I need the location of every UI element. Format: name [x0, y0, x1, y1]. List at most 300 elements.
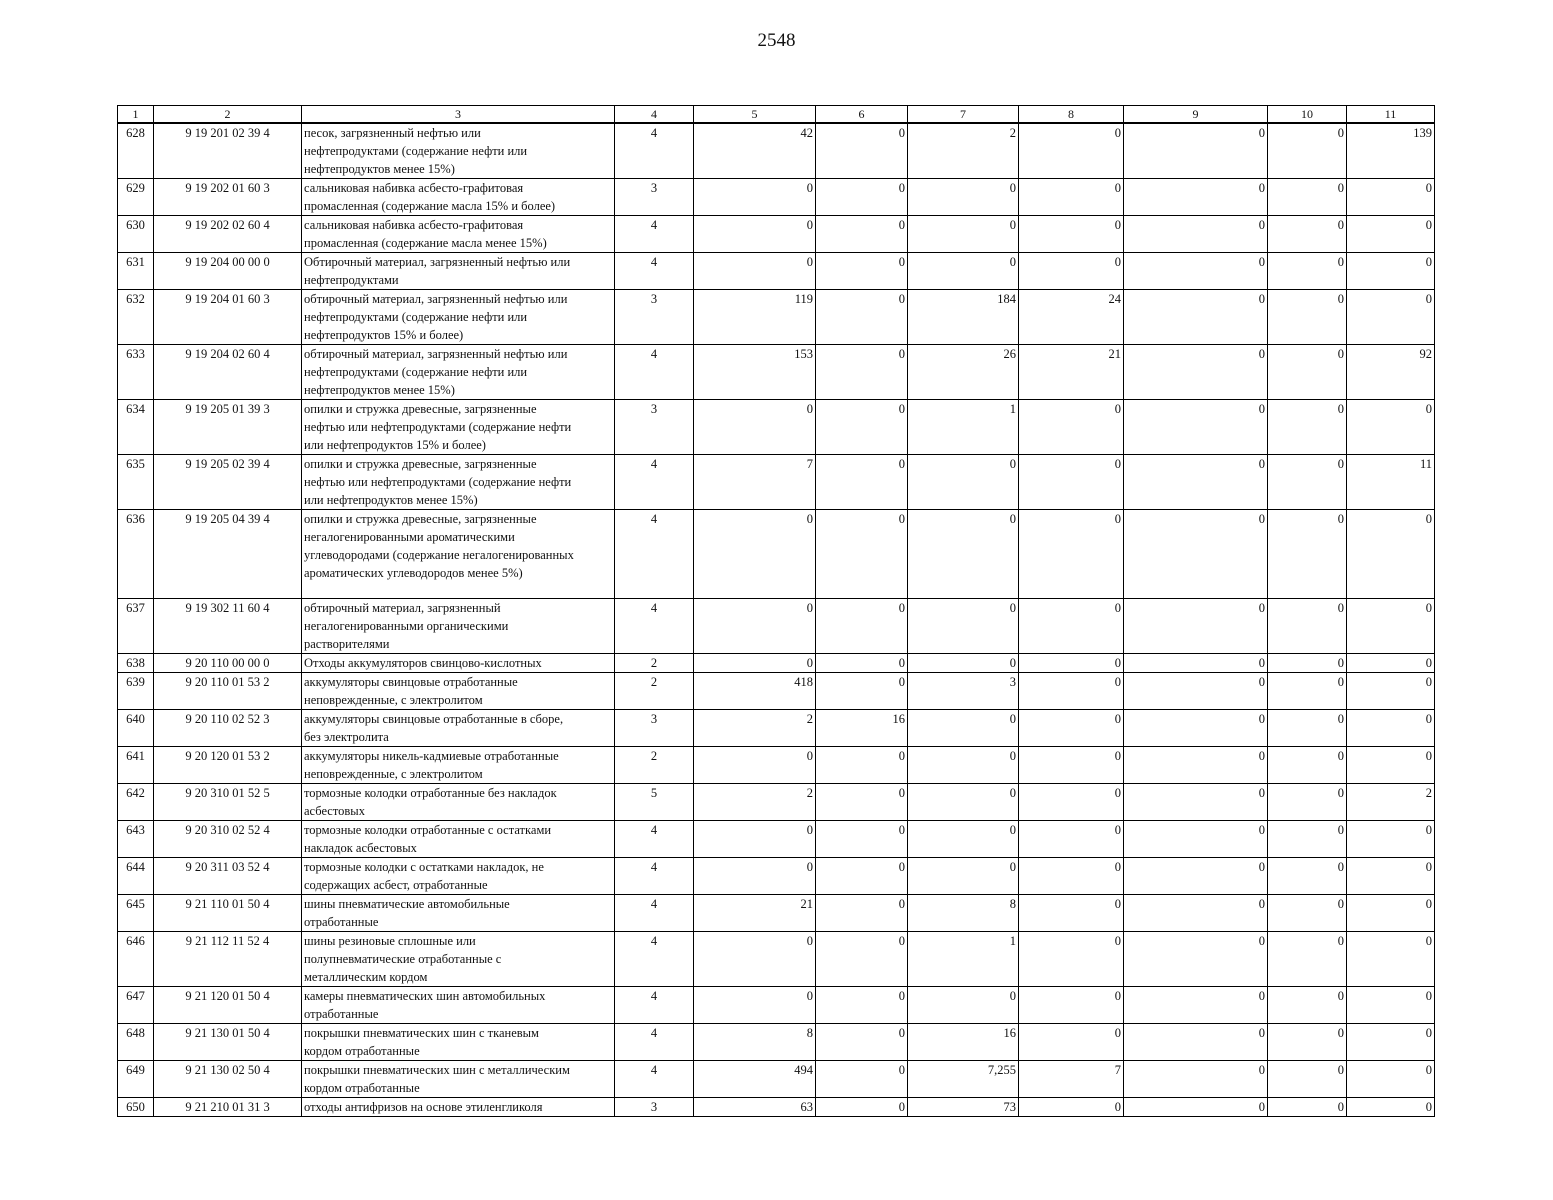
table-row: [118, 710, 1435, 747]
value-cell-col-6: 0: [816, 123, 908, 179]
waste-name-line: нефтепродуктами: [304, 273, 399, 287]
value-cell-col-5: 119: [694, 290, 816, 345]
value-cell-col-5: 0: [694, 654, 816, 673]
row-number-cell: 641: [118, 747, 154, 784]
value-cell-col-11: 0: [1347, 1098, 1435, 1117]
value-cell-col-7: 0: [908, 510, 1019, 599]
value-cell-col-10: 0: [1268, 179, 1347, 216]
waste-name-line: шины резиновые сплошные или: [304, 934, 476, 948]
value-cell-col-8: 0: [1019, 510, 1124, 599]
waste-name-cell: [302, 345, 615, 400]
value-cell-col-6: 0: [816, 290, 908, 345]
value-cell-col-5: 0: [694, 510, 816, 599]
table-row: [118, 510, 1435, 599]
value-cell-col-10: 0: [1268, 1098, 1347, 1117]
waste-name-line: аккумуляторы свинцовые отработанные в сборе,: [304, 712, 564, 726]
waste-name-line: шины пневматические автомобильные: [304, 897, 510, 911]
row-number-cell: 637: [118, 599, 154, 654]
value-cell-col-8: 0: [1019, 400, 1124, 455]
table-row: [118, 784, 1435, 821]
hazard-class-cell: 2: [615, 654, 694, 673]
row-number-cell: 644: [118, 858, 154, 895]
value-cell-col-8: 0: [1019, 784, 1124, 821]
waste-name-line: опилки и стружка древесные, загрязненные: [304, 512, 537, 526]
value-cell-col-11: 0: [1347, 510, 1435, 599]
row-number-cell: 642: [118, 784, 154, 821]
column-header-6: 6: [816, 106, 908, 124]
table-row: [118, 345, 1435, 400]
value-cell-col-5: 0: [694, 253, 816, 290]
waste-name-line: без электролита: [304, 730, 389, 744]
waste-name-line: аккумуляторы никель-кадмиевые отработанные: [304, 749, 559, 763]
value-cell-col-7: 0: [908, 179, 1019, 216]
waste-name-line: сальниковая набивка асбесто-графитовая: [304, 181, 524, 195]
value-cell-col-5: 63: [694, 1098, 816, 1117]
waste-name-line: нефтью или нефтепродуктами (содержание нефти: [304, 475, 572, 489]
waste-name-line: песок, загрязненный нефтью или: [304, 126, 481, 140]
hazard-class-cell: 4: [615, 253, 694, 290]
waste-code-cell: 9 21 210 01 31 3: [154, 1098, 302, 1117]
waste-name-line: сальниковая набивка асбесто-графитовая: [304, 218, 524, 232]
waste-name-line: неповрежденные, с электролитом: [304, 767, 483, 781]
value-cell-col-10: 0: [1268, 1061, 1347, 1098]
column-header-8: 8: [1019, 106, 1124, 124]
value-cell-col-8: 24: [1019, 290, 1124, 345]
value-cell-col-7: 0: [908, 455, 1019, 510]
waste-code-cell: 9 19 205 01 39 3: [154, 400, 302, 455]
waste-name-line: кордом отработанные: [304, 1044, 420, 1058]
waste-name-cell: [302, 179, 615, 216]
waste-name-cell: [302, 654, 615, 673]
value-cell-col-11: 0: [1347, 673, 1435, 710]
table-row: [118, 987, 1435, 1024]
value-cell-col-9: 0: [1124, 932, 1268, 987]
waste-name-line: тормозные колодки с остатками накладок, не: [304, 860, 544, 874]
value-cell-col-10: 0: [1268, 345, 1347, 400]
hazard-class-cell: 4: [615, 858, 694, 895]
value-cell-col-9: 0: [1124, 821, 1268, 858]
waste-name-line: негалогенированными ароматическими: [304, 530, 515, 544]
value-cell-col-8: 0: [1019, 1098, 1124, 1117]
value-cell-col-6: 0: [816, 1024, 908, 1061]
hazard-class-cell: 4: [615, 455, 694, 510]
value-cell-col-8: 0: [1019, 932, 1124, 987]
column-header-5: 5: [694, 106, 816, 124]
value-cell-col-8: 0: [1019, 710, 1124, 747]
value-cell-col-7: 26: [908, 345, 1019, 400]
value-cell-col-5: 0: [694, 747, 816, 784]
waste-name-cell: [302, 123, 615, 179]
row-number-cell: 628: [118, 123, 154, 179]
hazard-class-cell: 5: [615, 784, 694, 821]
column-header-10: 10: [1268, 106, 1347, 124]
table-row: [118, 1061, 1435, 1098]
value-cell-col-5: 42: [694, 123, 816, 179]
value-cell-col-5: 7: [694, 455, 816, 510]
table-row: [118, 400, 1435, 455]
waste-code-cell: 9 20 311 03 52 4: [154, 858, 302, 895]
value-cell-col-8: 0: [1019, 654, 1124, 673]
waste-code-cell: 9 21 130 02 50 4: [154, 1061, 302, 1098]
table-row: [118, 253, 1435, 290]
value-cell-col-11: 11: [1347, 455, 1435, 510]
waste-name-line: опилки и стружка древесные, загрязненные: [304, 402, 537, 416]
value-cell-col-5: 0: [694, 179, 816, 216]
value-cell-col-10: 0: [1268, 821, 1347, 858]
hazard-class-cell: 4: [615, 599, 694, 654]
hazard-class-cell: 2: [615, 747, 694, 784]
waste-name-line: камеры пневматических шин автомобильных: [304, 989, 546, 1003]
value-cell-col-6: 0: [816, 400, 908, 455]
column-header-11: 11: [1347, 106, 1435, 124]
hazard-class-cell: 4: [615, 1024, 694, 1061]
value-cell-col-10: 0: [1268, 654, 1347, 673]
waste-name-cell: [302, 599, 615, 654]
waste-name-line: или нефтепродуктов 15% и более): [304, 438, 486, 452]
value-cell-col-11: 0: [1347, 987, 1435, 1024]
waste-name-cell: [302, 710, 615, 747]
value-cell-col-6: 0: [816, 510, 908, 599]
waste-name-line: нефтепродуктов менее 15%): [304, 383, 455, 397]
value-cell-col-6: 0: [816, 895, 908, 932]
table-row: [118, 932, 1435, 987]
waste-name-line: полупневматические отработанные с: [304, 952, 502, 966]
waste-name-line: нефтепродуктами (содержание нефти или: [304, 365, 528, 379]
value-cell-col-10: 0: [1268, 400, 1347, 455]
value-cell-col-7: 73: [908, 1098, 1019, 1117]
waste-statistics-table: [117, 105, 1435, 1117]
waste-name-line: кордом отработанные: [304, 1081, 420, 1095]
value-cell-col-9: 0: [1124, 858, 1268, 895]
value-cell-col-7: 0: [908, 747, 1019, 784]
waste-code-cell: 9 21 110 01 50 4: [154, 895, 302, 932]
hazard-class-cell: 4: [615, 987, 694, 1024]
value-cell-col-8: 0: [1019, 987, 1124, 1024]
value-cell-col-11: 0: [1347, 216, 1435, 253]
waste-name-cell: [302, 1061, 615, 1098]
value-cell-col-6: 0: [816, 858, 908, 895]
value-cell-col-9: 0: [1124, 1061, 1268, 1098]
value-cell-col-5: 0: [694, 400, 816, 455]
value-cell-col-6: 0: [816, 599, 908, 654]
value-cell-col-9: 0: [1124, 400, 1268, 455]
value-cell-col-9: 0: [1124, 1024, 1268, 1061]
value-cell-col-5: 21: [694, 895, 816, 932]
hazard-class-cell: 4: [615, 123, 694, 179]
waste-code-cell: 9 21 120 01 50 4: [154, 987, 302, 1024]
waste-name-line: покрышки пневматических шин с металлическим: [304, 1063, 570, 1077]
table-row: [118, 747, 1435, 784]
waste-code-cell: 9 19 202 01 60 3: [154, 179, 302, 216]
value-cell-col-11: 0: [1347, 654, 1435, 673]
value-cell-col-7: 184: [908, 290, 1019, 345]
row-number-cell: 632: [118, 290, 154, 345]
waste-name-line: обтирочный материал, загрязненный нефтью или: [304, 347, 568, 361]
value-cell-col-9: 0: [1124, 784, 1268, 821]
waste-name-line: нефтепродуктами (содержание нефти или: [304, 310, 528, 324]
row-number-cell: 647: [118, 987, 154, 1024]
waste-name-line: металлическим кордом: [304, 970, 428, 984]
value-cell-col-11: 0: [1347, 400, 1435, 455]
waste-name-line: отработанные: [304, 1007, 379, 1021]
table-row: [118, 858, 1435, 895]
value-cell-col-5: 8: [694, 1024, 816, 1061]
waste-name-line: нефтепродуктов 15% и более): [304, 328, 464, 342]
hazard-class-cell: 3: [615, 179, 694, 216]
value-cell-col-6: 0: [816, 216, 908, 253]
waste-name-line: ароматических углеводородов менее 5%): [304, 566, 523, 580]
waste-name-line: асбестовых: [304, 804, 365, 818]
value-cell-col-11: 0: [1347, 821, 1435, 858]
value-cell-col-9: 0: [1124, 179, 1268, 216]
waste-name-cell: [302, 455, 615, 510]
table-row: [118, 1024, 1435, 1061]
table-row: [118, 821, 1435, 858]
row-number-cell: 640: [118, 710, 154, 747]
waste-name-line: Отходы аккумуляторов свинцово-кислотных: [304, 656, 542, 670]
waste-name-line: растворителями: [304, 637, 390, 651]
row-number-cell: 649: [118, 1061, 154, 1098]
value-cell-col-8: 21: [1019, 345, 1124, 400]
value-cell-col-8: 7: [1019, 1061, 1124, 1098]
value-cell-col-5: 0: [694, 987, 816, 1024]
value-cell-col-8: 0: [1019, 253, 1124, 290]
table-row: [118, 290, 1435, 345]
value-cell-col-5: 2: [694, 784, 816, 821]
waste-code-cell: 9 19 205 04 39 4: [154, 510, 302, 599]
waste-name-cell: [302, 510, 615, 599]
value-cell-col-10: 0: [1268, 216, 1347, 253]
hazard-class-cell: 4: [615, 932, 694, 987]
value-cell-col-10: 0: [1268, 1024, 1347, 1061]
value-cell-col-5: 418: [694, 673, 816, 710]
table-row: [118, 654, 1435, 673]
row-number-cell: 639: [118, 673, 154, 710]
waste-code-cell: 9 19 201 02 39 4: [154, 123, 302, 179]
value-cell-col-10: 0: [1268, 455, 1347, 510]
value-cell-col-8: 0: [1019, 123, 1124, 179]
value-cell-col-8: 0: [1019, 747, 1124, 784]
waste-name-line: обтирочный материал, загрязненный: [304, 601, 501, 615]
value-cell-col-11: 0: [1347, 1061, 1435, 1098]
value-cell-col-11: 139: [1347, 123, 1435, 179]
waste-code-cell: 9 19 204 01 60 3: [154, 290, 302, 345]
value-cell-col-5: 2: [694, 710, 816, 747]
waste-name-cell: [302, 987, 615, 1024]
value-cell-col-10: 0: [1268, 673, 1347, 710]
value-cell-col-6: 0: [816, 345, 908, 400]
value-cell-col-8: 0: [1019, 599, 1124, 654]
column-header-4: 4: [615, 106, 694, 124]
waste-name-line: обтирочный материал, загрязненный нефтью или: [304, 292, 568, 306]
row-number-cell: 648: [118, 1024, 154, 1061]
waste-name-line: содержащих асбест, отработанные: [304, 878, 488, 892]
hazard-class-cell: 4: [615, 1061, 694, 1098]
value-cell-col-6: 0: [816, 821, 908, 858]
value-cell-col-6: 0: [816, 1098, 908, 1117]
hazard-class-cell: 4: [615, 216, 694, 253]
waste-code-cell: 9 19 204 00 00 0: [154, 253, 302, 290]
waste-name-cell: [302, 784, 615, 821]
value-cell-col-10: 0: [1268, 599, 1347, 654]
value-cell-col-10: 0: [1268, 895, 1347, 932]
hazard-class-cell: 3: [615, 1098, 694, 1117]
row-number-cell: 650: [118, 1098, 154, 1117]
value-cell-col-9: 0: [1124, 510, 1268, 599]
column-header-2: 2: [154, 106, 302, 124]
value-cell-col-7: 0: [908, 821, 1019, 858]
waste-name-cell: [302, 1098, 615, 1117]
value-cell-col-6: 0: [816, 1061, 908, 1098]
waste-name-cell: [302, 895, 615, 932]
hazard-class-cell: 3: [615, 400, 694, 455]
value-cell-col-7: 0: [908, 710, 1019, 747]
value-cell-col-7: 16: [908, 1024, 1019, 1061]
value-cell-col-5: 153: [694, 345, 816, 400]
value-cell-col-7: 0: [908, 253, 1019, 290]
value-cell-col-9: 0: [1124, 216, 1268, 253]
value-cell-col-9: 0: [1124, 599, 1268, 654]
value-cell-col-7: 0: [908, 654, 1019, 673]
waste-name-line: тормозные колодки отработанные с остатками: [304, 823, 552, 837]
waste-name-line: покрышки пневматических шин с тканевым: [304, 1026, 539, 1040]
value-cell-col-10: 0: [1268, 253, 1347, 290]
waste-name-line: нефтепродуктами (содержание нефти или: [304, 144, 528, 158]
value-cell-col-6: 0: [816, 253, 908, 290]
value-cell-col-10: 0: [1268, 987, 1347, 1024]
table-row: [118, 1098, 1435, 1117]
value-cell-col-9: 0: [1124, 290, 1268, 345]
value-cell-col-8: 0: [1019, 455, 1124, 510]
value-cell-col-7: 8: [908, 895, 1019, 932]
waste-name-line: отработанные: [304, 915, 379, 929]
waste-name-line: неповрежденные, с электролитом: [304, 693, 483, 707]
value-cell-col-7: 7,255: [908, 1061, 1019, 1098]
value-cell-col-11: 0: [1347, 932, 1435, 987]
value-cell-col-11: 0: [1347, 747, 1435, 784]
waste-code-cell: 9 20 110 01 53 2: [154, 673, 302, 710]
value-cell-col-9: 0: [1124, 1098, 1268, 1117]
value-cell-col-10: 0: [1268, 710, 1347, 747]
value-cell-col-11: 2: [1347, 784, 1435, 821]
waste-name-cell: [302, 1024, 615, 1061]
hazard-class-cell: 4: [615, 345, 694, 400]
waste-name-line: или нефтепродуктов менее 15%): [304, 493, 478, 507]
waste-code-cell: 9 20 110 02 52 3: [154, 710, 302, 747]
column-header-1: 1: [118, 106, 154, 124]
value-cell-col-10: 0: [1268, 747, 1347, 784]
page-number: 2548: [757, 30, 796, 51]
value-cell-col-11: 0: [1347, 895, 1435, 932]
value-cell-col-10: 0: [1268, 932, 1347, 987]
value-cell-col-10: 0: [1268, 784, 1347, 821]
value-cell-col-11: 92: [1347, 345, 1435, 400]
row-number-cell: 636: [118, 510, 154, 599]
value-cell-col-11: 0: [1347, 599, 1435, 654]
column-header-9: 9: [1124, 106, 1268, 124]
value-cell-col-5: 0: [694, 821, 816, 858]
value-cell-col-9: 0: [1124, 455, 1268, 510]
waste-code-cell: 9 19 205 02 39 4: [154, 455, 302, 510]
waste-code-cell: 9 20 120 01 53 2: [154, 747, 302, 784]
waste-code-cell: 9 21 130 01 50 4: [154, 1024, 302, 1061]
waste-name-line: отходы антифризов на основе этиленгликоля: [304, 1100, 543, 1114]
waste-name-cell: [302, 216, 615, 253]
waste-code-cell: 9 19 204 02 60 4: [154, 345, 302, 400]
waste-name-cell: [302, 400, 615, 455]
value-cell-col-7: 0: [908, 216, 1019, 253]
value-cell-col-8: 0: [1019, 1024, 1124, 1061]
row-number-cell: 643: [118, 821, 154, 858]
waste-code-cell: 9 20 310 01 52 5: [154, 784, 302, 821]
value-cell-col-11: 0: [1347, 253, 1435, 290]
table-header-row: [118, 106, 1435, 124]
value-cell-col-9: 0: [1124, 123, 1268, 179]
value-cell-col-5: 0: [694, 858, 816, 895]
value-cell-col-7: 0: [908, 784, 1019, 821]
value-cell-col-9: 0: [1124, 747, 1268, 784]
waste-code-cell: 9 21 112 11 52 4: [154, 932, 302, 987]
waste-code-cell: 9 20 310 02 52 4: [154, 821, 302, 858]
value-cell-col-10: 0: [1268, 510, 1347, 599]
waste-name-cell: [302, 290, 615, 345]
row-number-cell: 630: [118, 216, 154, 253]
table-row: [118, 455, 1435, 510]
value-cell-col-11: 0: [1347, 710, 1435, 747]
table-row: [118, 895, 1435, 932]
waste-name-cell: [302, 858, 615, 895]
hazard-class-cell: 3: [615, 710, 694, 747]
table-row: [118, 179, 1435, 216]
value-cell-col-7: 3: [908, 673, 1019, 710]
waste-name-cell: [302, 821, 615, 858]
column-header-3: 3: [302, 106, 615, 124]
value-cell-col-6: 16: [816, 710, 908, 747]
value-cell-col-11: 0: [1347, 179, 1435, 216]
row-number-cell: 635: [118, 455, 154, 510]
table-row: [118, 123, 1435, 179]
value-cell-col-6: 0: [816, 673, 908, 710]
value-cell-col-7: 1: [908, 400, 1019, 455]
row-number-cell: 631: [118, 253, 154, 290]
waste-name-line: Обтирочный материал, загрязненный нефтью или: [304, 255, 571, 269]
value-cell-col-6: 0: [816, 987, 908, 1024]
hazard-class-cell: 2: [615, 673, 694, 710]
value-cell-col-9: 0: [1124, 895, 1268, 932]
value-cell-col-8: 0: [1019, 216, 1124, 253]
value-cell-col-6: 0: [816, 747, 908, 784]
value-cell-col-8: 0: [1019, 179, 1124, 216]
value-cell-col-6: 0: [816, 784, 908, 821]
row-number-cell: 633: [118, 345, 154, 400]
column-header-7: 7: [908, 106, 1019, 124]
waste-name-line: углеводородами (содержание негалогенированных: [304, 548, 574, 562]
waste-name-line: промасленная (содержание масла 15% и более): [304, 199, 556, 213]
value-cell-col-10: 0: [1268, 123, 1347, 179]
hazard-class-cell: 4: [615, 821, 694, 858]
value-cell-col-9: 0: [1124, 345, 1268, 400]
row-number-cell: 638: [118, 654, 154, 673]
value-cell-col-11: 0: [1347, 858, 1435, 895]
table-body: [118, 123, 1435, 1117]
hazard-class-cell: 3: [615, 290, 694, 345]
value-cell-col-11: 0: [1347, 290, 1435, 345]
value-cell-col-6: 0: [816, 455, 908, 510]
row-number-cell: 646: [118, 932, 154, 987]
value-cell-col-8: 0: [1019, 895, 1124, 932]
value-cell-col-7: 0: [908, 987, 1019, 1024]
value-cell-col-9: 0: [1124, 710, 1268, 747]
